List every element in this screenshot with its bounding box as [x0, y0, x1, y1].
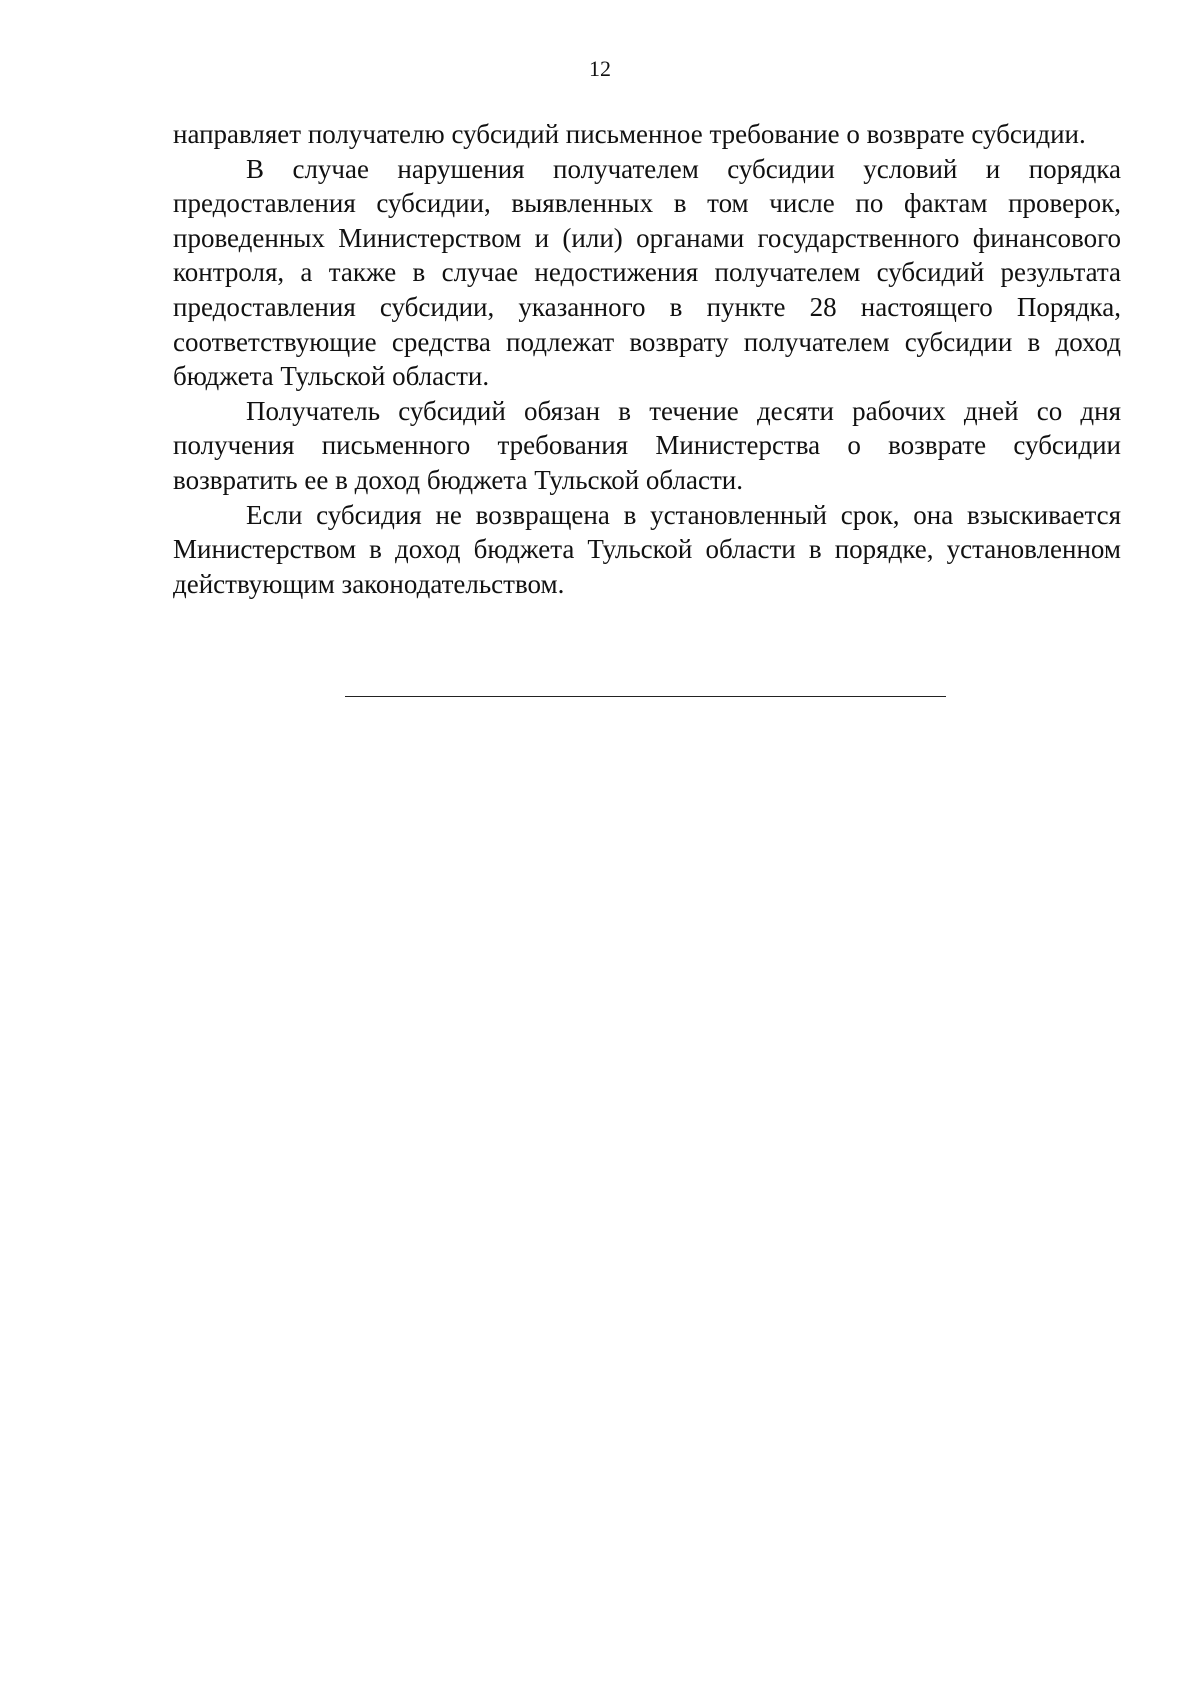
paragraph-continuation: направляет получателю субсидий письменное требование о возврате субсидии.: [173, 119, 1086, 149]
paragraph-violation-return: В случае нарушения получателем субсидии условий и порядка предоставления субсидии, выявленных в том числе по фактам проверок, проведенных Министерством и (или) органами государственного финансового контроля, а также в случае недостижения получателем субсидий результата предоставления субсидии, указанного в пункте 28 настоящего Порядка, соответствующие средства подлежат возврату получателем субсидии в доход бюджета Тульской области.: [173, 153, 1121, 392]
document-body: [173, 117, 1121, 601]
paragraph-return-deadline: Получатель субсидий обязан в течение десяти рабочих дней со дня получения письменного требования Министерства о возврате субсидии возвратить ее в доход бюджета Тульской области.: [173, 395, 1121, 495]
end-of-document-rule: [345, 696, 946, 697]
paragraph-recovery: Если субсидия не возвращена в установленный срок, она взыскивается Министерством в доход бюджета Тульской области в порядке, установленном действующим законодательством.: [173, 499, 1121, 599]
page-number: 12: [589, 56, 611, 81]
